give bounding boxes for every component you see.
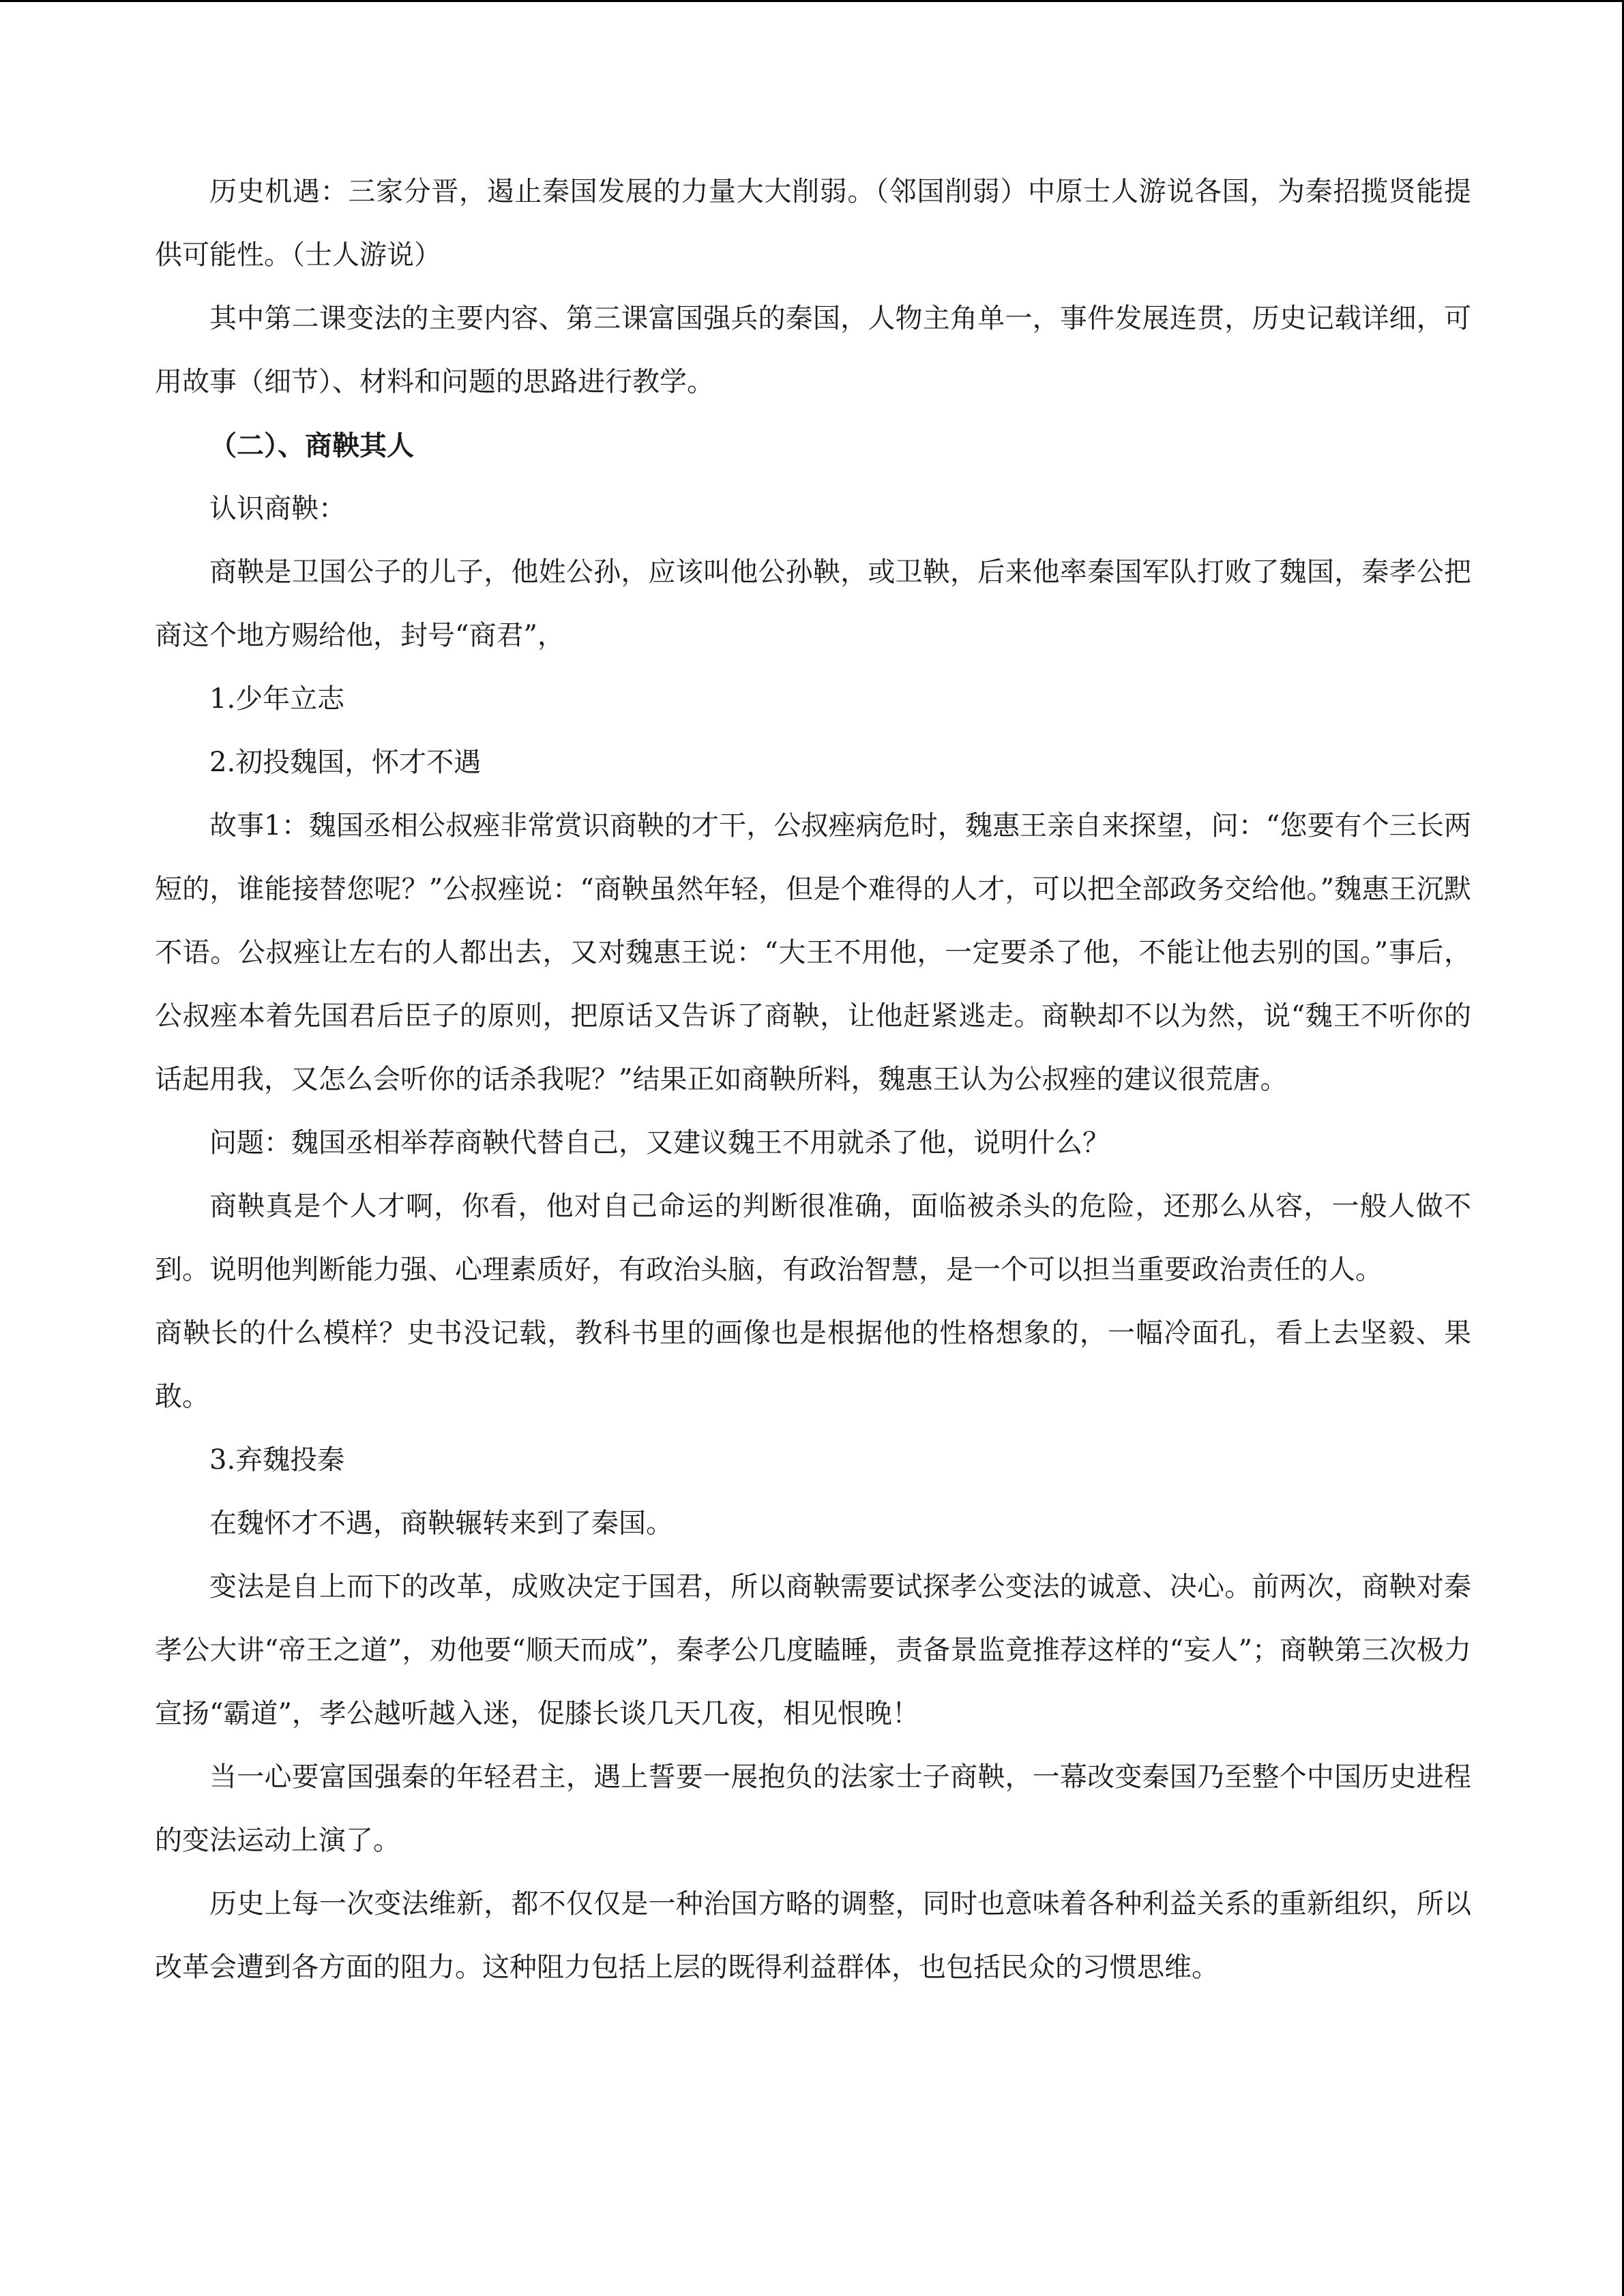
paragraph-story-1: 故事1：魏国丞相公叔痤非常赏识商鞅的才干，公叔痤病危时，魏惠王亲自来探望，问：“您要有个三长两短的，谁能接替您呢？”公叔痤说：“商鞅虽然年轻，但是个难得的人才，可以把全部政务交给他。”魏惠王沉默不语。公叔痤让左右的人都出去，又对魏惠王说：“大王不用他，一定要杀了他，不能让他去别的国。”事后，公叔痤本着先国君后臣子的原则，把原话又告诉了商鞅，让他赶紧逃走。商鞅却不以为然，说“魏王不听你的话起用我，又怎么会听你的话杀我呢？”结果正如商鞅所料，魏惠王认为公叔痤的建议很荒唐。: [155, 810, 1471, 1095]
paragraph-talent-analysis: 商鞅真是个人才啊，你看，他对自己命运的判断很准确，面临被杀头的危险，还那么从容，一般人做不到。说明他判断能力强、心理素质好，有政治头脑，有政治智慧，是一个可以担当重要政治责任的人。: [155, 1191, 1471, 1285]
list-item-youth-ambition: 1.少年立志: [209, 683, 345, 715]
paragraph-appearance: 商鞅长的什么模样？史书没记载，教科书里的画像也是根据他的性格想象的，一幅冷面孔，看上去坚毅、果敢。: [155, 1317, 1471, 1412]
list-item-leave-wei-for-qin: 3.弃魏投秦: [209, 1444, 345, 1476]
section-heading-shang-yang: （二）、商鞅其人: [209, 430, 414, 462]
paragraph-know-shang-yang: 认识商鞅：: [209, 493, 346, 524]
list-item-wei-unrecognized: 2.初投魏国，怀才不遇: [209, 747, 482, 778]
paragraph-reform-begins: 当一心要富国强秦的年轻君主，遇上誓要一展抱负的法家士子商鞅，一幕改变秦国乃至整个中国历史进程的变法运动上演了。: [155, 1761, 1471, 1856]
paragraph-reform-resistance: 历史上每一次变法维新，都不仅仅是一种治国方略的调整，同时也意味着各种利益关系的重新组织，所以改革会遭到各方面的阻力。这种阻力包括上层的既得利益群体，也包括民众的习惯思维。: [155, 1888, 1471, 1983]
paragraph-historical-opportunity: 历史机遇：三家分晋，遏止秦国发展的力量大大削弱。（邻国削弱）中原士人游说各国，为秦招揽贤能提供可能性。（士人游说）: [155, 176, 1471, 271]
paragraph-question: 问题：魏国丞相举荐商鞅代替自己，又建议魏王不用就杀了他，说明什么？: [209, 1127, 1110, 1159]
paragraph-arrive-qin: 在魏怀才不遇，商鞅辗转来到了秦国。: [209, 1508, 673, 1539]
paragraph-shang-yang-origin: 商鞅是卫国公子的儿子，他姓公孙，应该叫他公孙鞅，或卫鞅，后来他率秦国军队打败了魏国，秦孝公把商这个地方赐给他，封号“商君”，: [155, 556, 1471, 651]
document-body: [155, 160, 1471, 1999]
paragraph-test-duke-xiao: 变法是自上而下的改革，成败决定于国君，所以商鞅需要试探孝公变法的诚意、决心。前两次，商鞅对秦孝公大讲“帝王之道”，劝他要“顺天而成”，秦孝公几度瞌睡，责备景监竟推荐这样的“妄人”；商鞅第三次极力宣扬“霸道”，孝公越听越入迷，促膝长谈几天几夜，相见恨晚！: [155, 1571, 1471, 1729]
paragraph-teaching-approach: 其中第二课变法的主要内容、第三课富国强兵的秦国，人物主角单一，事件发展连贯，历史记载详细，可用故事（细节）、材料和问题的思路进行教学。: [155, 303, 1471, 398]
